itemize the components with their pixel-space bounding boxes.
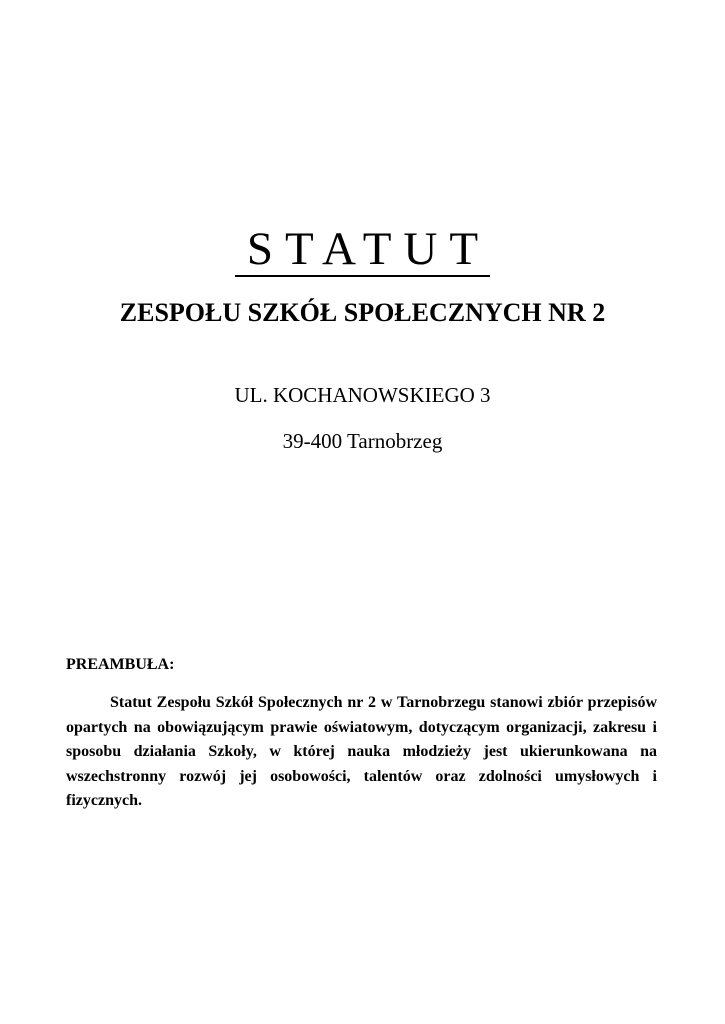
preamble-heading: PREAMBUŁA: [66, 656, 175, 673]
document-title-text: STATUT [235, 226, 490, 277]
address-city: 39-400 Tarnobrzeg [282, 429, 443, 453]
preamble-text: Statut Zespołu Szkół Społecznych nr 2 w Tarnobrzegu stanowi zbiór przepisów opartych na obowiązującym prawie oświatowym, dotyczącym organizacji, zakresu i sposobu działania Szkoły, w której nauka młodzieży jest ukierunkowana na wszechstronny rozwój jej osobowości, talentów oraz zdolności umysłowych i fizycznych. [66, 694, 657, 809]
address-street: UL. KOCHANOWSKIEGO 3 [234, 383, 491, 407]
document-subtitle: ZESPOŁU SZKÓŁ SPOŁECZNYCH NR 2 [119, 298, 606, 327]
document-title [0, 223, 725, 277]
